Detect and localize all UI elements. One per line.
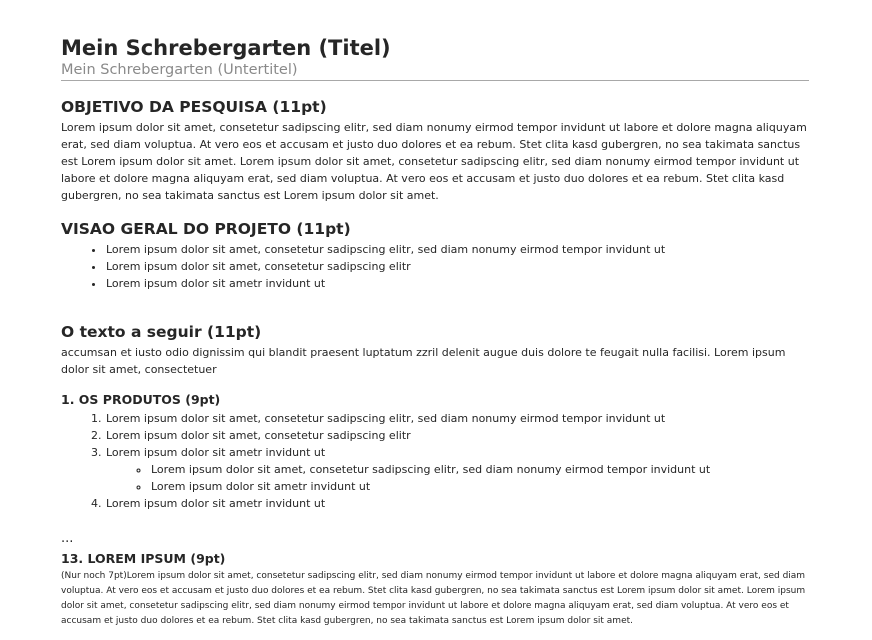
- objective-heading: OBJETIVO DA PESQUISA (11pt): [61, 98, 327, 116]
- section-lorem13: [61, 551, 813, 629]
- following-heading: O texto a seguir (11pt): [61, 323, 262, 341]
- section-overview: [61, 219, 813, 292]
- section-following: [61, 322, 813, 378]
- list-item: • Lorem ipsum dolor sit ametr invidunt ut: [105, 275, 813, 292]
- products-sublist: [106, 461, 813, 495]
- lorem13-body: (Nur noch 7pt)Lorem ipsum dolor sit amet, consetetur sadipscing elitr, sed diam nonumy eirmod tempor invidunt ut labore et dolore magna aliquyam erat, sed diam voluptua. At vero eos et accusam et justo duo dolores et ea rebum. Stet clita kasd gubergren, no sea takimata sanctus est Lorem ipsum dolor sit amet. Lorem ipsum dolor sit amet, consetetur sadipscing elitr, sed diam nonumy eirmod tempor invidunt ut labore et dolore magna aliquyam erat, sed diam voluptua. At vero eos et accusam et justo duo dolores et ea rebum. Stet clita kasd gubergren, no sea takimata sanctus est Lorem ipsum dolor sit amet.: [61, 571, 806, 626]
- following-body: accumsan et iusto odio dignissim qui blandit praesent luptatum zzril delenit augue duis dolore te feugait nulla facilisi. Lorem ipsum dolor sit amet, consectetuer: [61, 346, 786, 376]
- overview-heading: VISAO GERAL DO PROJETO (11pt): [61, 220, 351, 238]
- document-header: [61, 35, 809, 81]
- sub-list-item: ◦ Lorem ipsum dolor sit ametr invidunt ut: [150, 478, 813, 495]
- lorem13-heading: 13. LOREM IPSUM (9pt): [61, 551, 226, 566]
- objective-body: Lorem ipsum dolor sit amet, consetetur sadipscing elitr, sed diam nonumy eirmod tempor invidunt ut labore et dolore magna aliquyam erat, sed diam voluptua. At vero eos et accusam et justo duo dolores et ea rebum. Stet clita kasd gubergren, no sea takimata sanctus est Lorem ipsum dolor sit amet. Lorem ipsum dolor sit amet, consetetur sadipscing elitr, sed diam nonumy eirmod tempor invidunt ut labore et dolore magna aliquyam erat, sed diam voluptua. At vero eos et accusam et justo duo dolores et ea rebum. Stet clita kasd gubergren, no sea takimata sanctus est Lorem ipsum dolor sit amet.: [61, 121, 807, 202]
- list-item-text: Lorem ipsum dolor sit ametr invidunt ut: [106, 446, 326, 459]
- sub-list-item: ◦ Lorem ipsum dolor sit amet, consetetur sadipscing elitr, sed diam nonumy eirmod tempor invidunt ut: [150, 461, 813, 478]
- document-subtitle: Mein Schrebergarten (Untertitel): [61, 62, 298, 78]
- document-title: Mein Schrebergarten (Titel): [61, 36, 391, 60]
- list-item: • Lorem ipsum dolor sit amet, consetetur sadipscing elitr, sed diam nonumy eirmod tempor invidunt ut: [105, 241, 813, 258]
- ellipsis-marker: [61, 532, 813, 546]
- overview-list: [61, 241, 813, 292]
- list-item: • Lorem ipsum dolor sit amet, consetetur sadipscing elitr: [105, 258, 813, 275]
- section-objective: [61, 97, 813, 204]
- list-item: 1. Lorem ipsum dolor sit amet, consetetur sadipscing elitr, sed diam nonumy eirmod tempor invidunt ut: [105, 410, 813, 427]
- section-products: [61, 392, 813, 512]
- list-item: 2. Lorem ipsum dolor sit amet, consetetur sadipscing elitr: [105, 427, 813, 444]
- list-item: 4. Lorem ipsum dolor sit ametr invidunt ut: [105, 495, 813, 512]
- products-list: [61, 410, 813, 512]
- products-heading: 1. OS PRODUTOS (9pt): [61, 392, 221, 407]
- ellipsis-text: ...: [61, 531, 74, 546]
- list-item: [105, 444, 813, 495]
